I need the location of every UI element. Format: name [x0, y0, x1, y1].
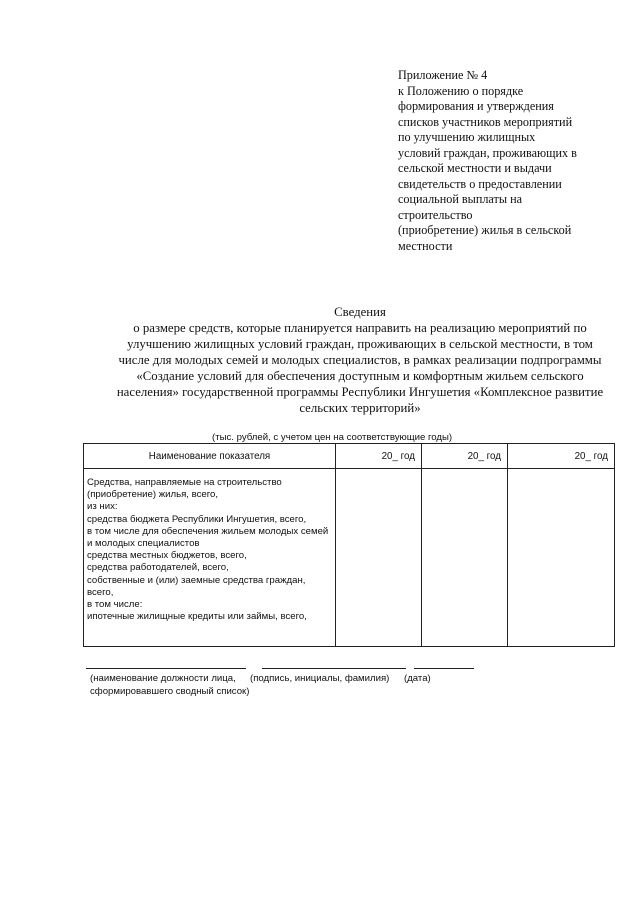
header-year-3: 20_ год [508, 444, 615, 469]
header-indicator-name: Наименование показателя [84, 444, 336, 469]
header-year-1: 20_ год [336, 444, 422, 469]
indicator-line: (приобретение) жилья, всего, [87, 489, 219, 501]
value-cell-year-2 [422, 469, 508, 647]
title-line: о размере средств, которые планируется направить на реализацию мероприятий по [133, 321, 587, 335]
appendix-line: сельской местности и выдачи [398, 161, 552, 175]
indicator-list-cell [84, 469, 336, 647]
title-line: улучшению жилищных условий граждан, проживающих в сельской местности, в том [127, 337, 593, 351]
indicator-line: ипотечные жилищные кредиты или займы, всего, [87, 611, 307, 623]
value-cell-year-1 [336, 469, 422, 647]
date-signature-line [414, 668, 474, 669]
indicator-line: в том числе: [87, 599, 143, 611]
indicator-line: и молодых специалистов [87, 538, 200, 550]
appendix-line: по улучшению жилищных [398, 130, 536, 144]
indicator-line: в том числе для обеспечения жильем молодых семей [87, 525, 329, 537]
date-label: (дата) [404, 673, 431, 684]
indicator-line: всего, [87, 586, 114, 598]
title-line: числе для молодых семей и молодых специалистов, в рамках реализации подпрограммы [118, 353, 602, 367]
appendix-line: строительство [398, 207, 473, 222]
title-line: населения» государственной программы Республики Ингушетия «Комплексное развитие [116, 385, 604, 399]
indicator-line: средства работодателей, всего, [87, 562, 229, 574]
title-line: сельских территорий» [299, 401, 421, 415]
appendix-header [398, 68, 598, 254]
table-header-row [84, 444, 615, 469]
appendix-line: (приобретение) жилья в сельской [398, 223, 572, 237]
position-label-continued: сформировавшего сводный список) [90, 686, 250, 697]
appendix-line: к Положению о порядке [398, 83, 524, 98]
indicator-line: собственные и (или) заемные средства граждан, [87, 574, 306, 586]
header-year-2: 20_ год [422, 444, 508, 469]
title-line: «Создание условий для обеспечения доступным и комфортным жильем сельского [136, 369, 584, 383]
appendix-line: условий граждан, проживающих в [398, 145, 577, 160]
name-label: (подпись, инициалы, фамилия) [250, 673, 390, 684]
position-signature-line [86, 668, 246, 669]
units-note: (тыс. рублей, с учетом цен на соответствующие годы) [212, 432, 453, 443]
indicator-line: средства бюджета Республики Ингушетия, всего, [87, 513, 307, 525]
indicator-line: из них: [87, 501, 118, 513]
document-title [80, 304, 640, 416]
indicators-table [83, 443, 615, 647]
indicator-line: Средства, направляемые на строительство [87, 477, 282, 488]
appendix-line: формирования и утверждения [398, 99, 554, 113]
title-heading: Сведения [334, 305, 386, 319]
value-cell-year-3 [508, 469, 615, 647]
appendix-line: свидетельств о предоставлении [398, 176, 562, 191]
table-row [84, 469, 615, 647]
appendix-line: местности [398, 238, 453, 253]
appendix-line: социальной выплаты на [398, 192, 523, 206]
indicator-line: средства местных бюджетов, всего, [87, 550, 247, 562]
position-label: (наименование должности лица, [90, 673, 236, 684]
name-signature-line [262, 668, 406, 669]
appendix-line: списков участников мероприятий [398, 114, 573, 129]
appendix-line: Приложение № 4 [398, 68, 488, 82]
